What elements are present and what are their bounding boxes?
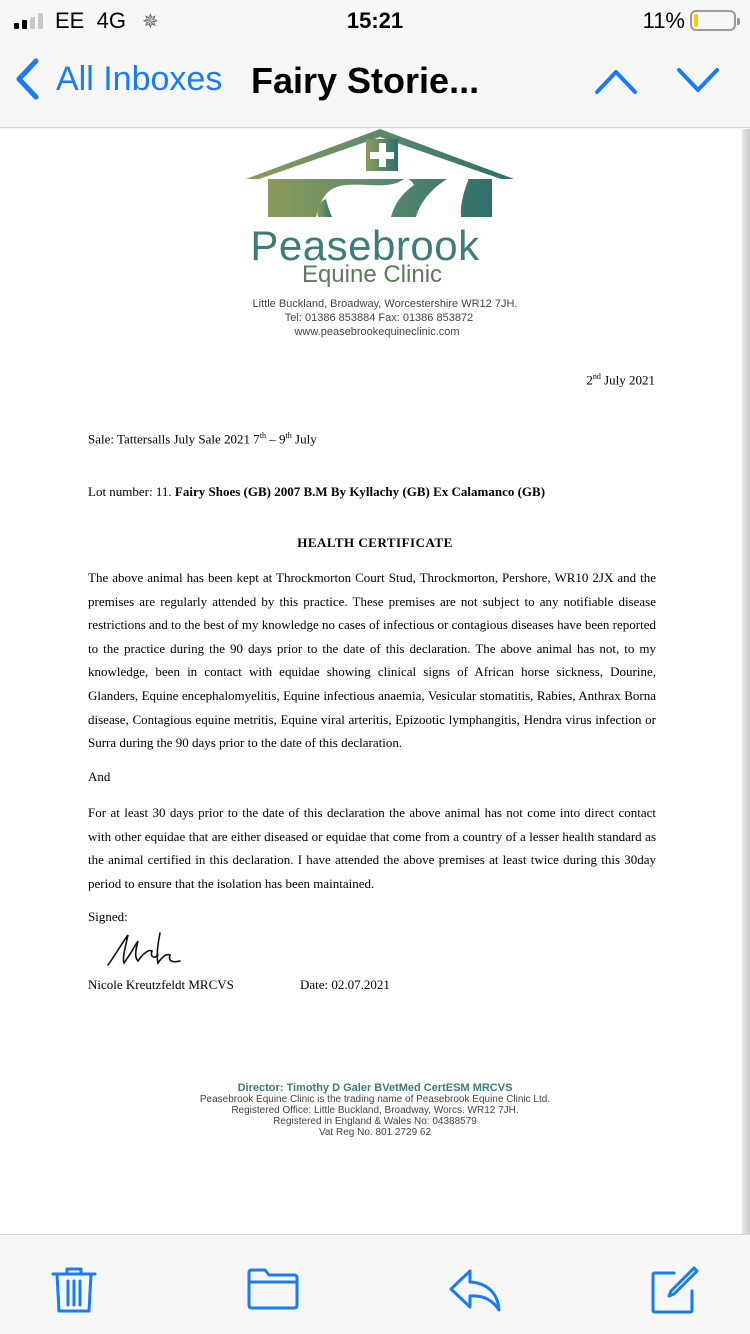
and-text: And — [88, 769, 111, 784]
chevron-up-icon[interactable] — [594, 66, 638, 96]
battery-percent: 11% — [642, 8, 685, 33]
signed-label: Signed: — [88, 909, 128, 924]
clinic-address: Little Buckland, Broadway, Worcestershire WR12 7JH. — [252, 298, 518, 310]
clinic-phone: Tel: 01386 853884 Fax: 01386 853872 — [284, 312, 474, 324]
certificate-paragraph-2: For at least 30 days prior to the date of this declaration the above animal has not come into direct contact with other equidae that are either diseased or equidae that come from a country of a lesser health standard as the animal certified in this declaration. I have attended the above premises at least twice during this 30day period to ensure that the isolation has been maintained. — [88, 805, 656, 891]
nav-title: Fairy Storie... — [251, 60, 480, 101]
sale-line: Sale: Tattersalls July Sale 2021 7th – 9th July — [88, 431, 317, 447]
footer-line-4: Vat Reg No. 801 2729 62 — [318, 1127, 432, 1138]
clinic-subtitle: Equine Clinic — [301, 261, 443, 288]
back-button[interactable] — [14, 58, 222, 100]
footer-line-3: Registered in England & Wales No: 04388579 — [273, 1116, 477, 1127]
certificate-heading: HEALTH CERTIFICATE — [297, 535, 453, 550]
status-bar — [0, 0, 750, 40]
footer-line-2: Registered Office: Little Buckland, Broadway, Worcs. WR12 7JH. — [231, 1105, 519, 1116]
back-label: All Inboxes — [56, 59, 223, 98]
footer-line-1: Peasebrook Equine Clinic is the trading name of Peasebrook Equine Clinic Ltd. — [199, 1094, 551, 1105]
status-time: 15:21 — [346, 8, 404, 33]
network-label: 4G — [96, 8, 126, 33]
clinic-name: Peasebrook — [250, 222, 480, 269]
network-activity-icon: ✵ — [142, 11, 159, 33]
certificate-paragraph-1: The above animal has been kept at Throckmorton Court Stud, Throckmorton, Pershore, WR10 2JX and the premises are regularly attended by this practice. These premises are not subject to any notifiable disease restrictions and to the best of my knowledge no cases of infectious or contagious diseases have been reported to the practice during the 90 days prior to the date of this declaration. The above animal has not, to my knowledge, been in contact with equidae showing clinical signs of African horse sickness, Dourine, Glanders, Equine encephalomyelitis, Equine infectious anaemia, Vesicular stomatitis, Rabies, Anthrax Borna disease, Contagious equine metritis, Equine viral arteritis, Epizootic lymphangitis, Hendra virus infection or Surra during the 90 days prior to the date of this declaration. — [88, 570, 656, 751]
sign-date: Date: 02.07.2021 — [300, 977, 390, 992]
lot-line: Lot number: 11. Fairy Shoes (GB) 2007 B.M By Kyllachy (GB) Ex Calamanco (GB) — [88, 484, 546, 499]
signature-image — [104, 929, 184, 969]
signatory-name: Nicole Kreutzfeldt MRCVS — [88, 977, 234, 992]
footer — [0, 1083, 750, 1138]
clinic-website: www.peasebrookequineclinic.com — [294, 326, 460, 338]
trash-icon[interactable] — [50, 1265, 98, 1315]
compose-icon[interactable] — [650, 1265, 700, 1315]
letter-date: 2nd July 2021 — [586, 372, 655, 388]
clinic-logo — [246, 129, 516, 221]
carrier-label: EE — [55, 8, 85, 33]
reply-icon[interactable] — [448, 1267, 502, 1313]
chevron-down-icon[interactable] — [676, 66, 720, 96]
attachment-document[interactable] — [0, 129, 750, 1234]
battery-icon — [690, 10, 736, 31]
chevron-left-icon — [14, 58, 40, 100]
folder-icon[interactable] — [246, 1267, 300, 1311]
bottom-toolbar — [0, 1234, 750, 1334]
nav-bar — [0, 40, 750, 128]
footer-director: Director: Timothy D Galer BVetMed CertESM MRCVS — [237, 1082, 513, 1094]
